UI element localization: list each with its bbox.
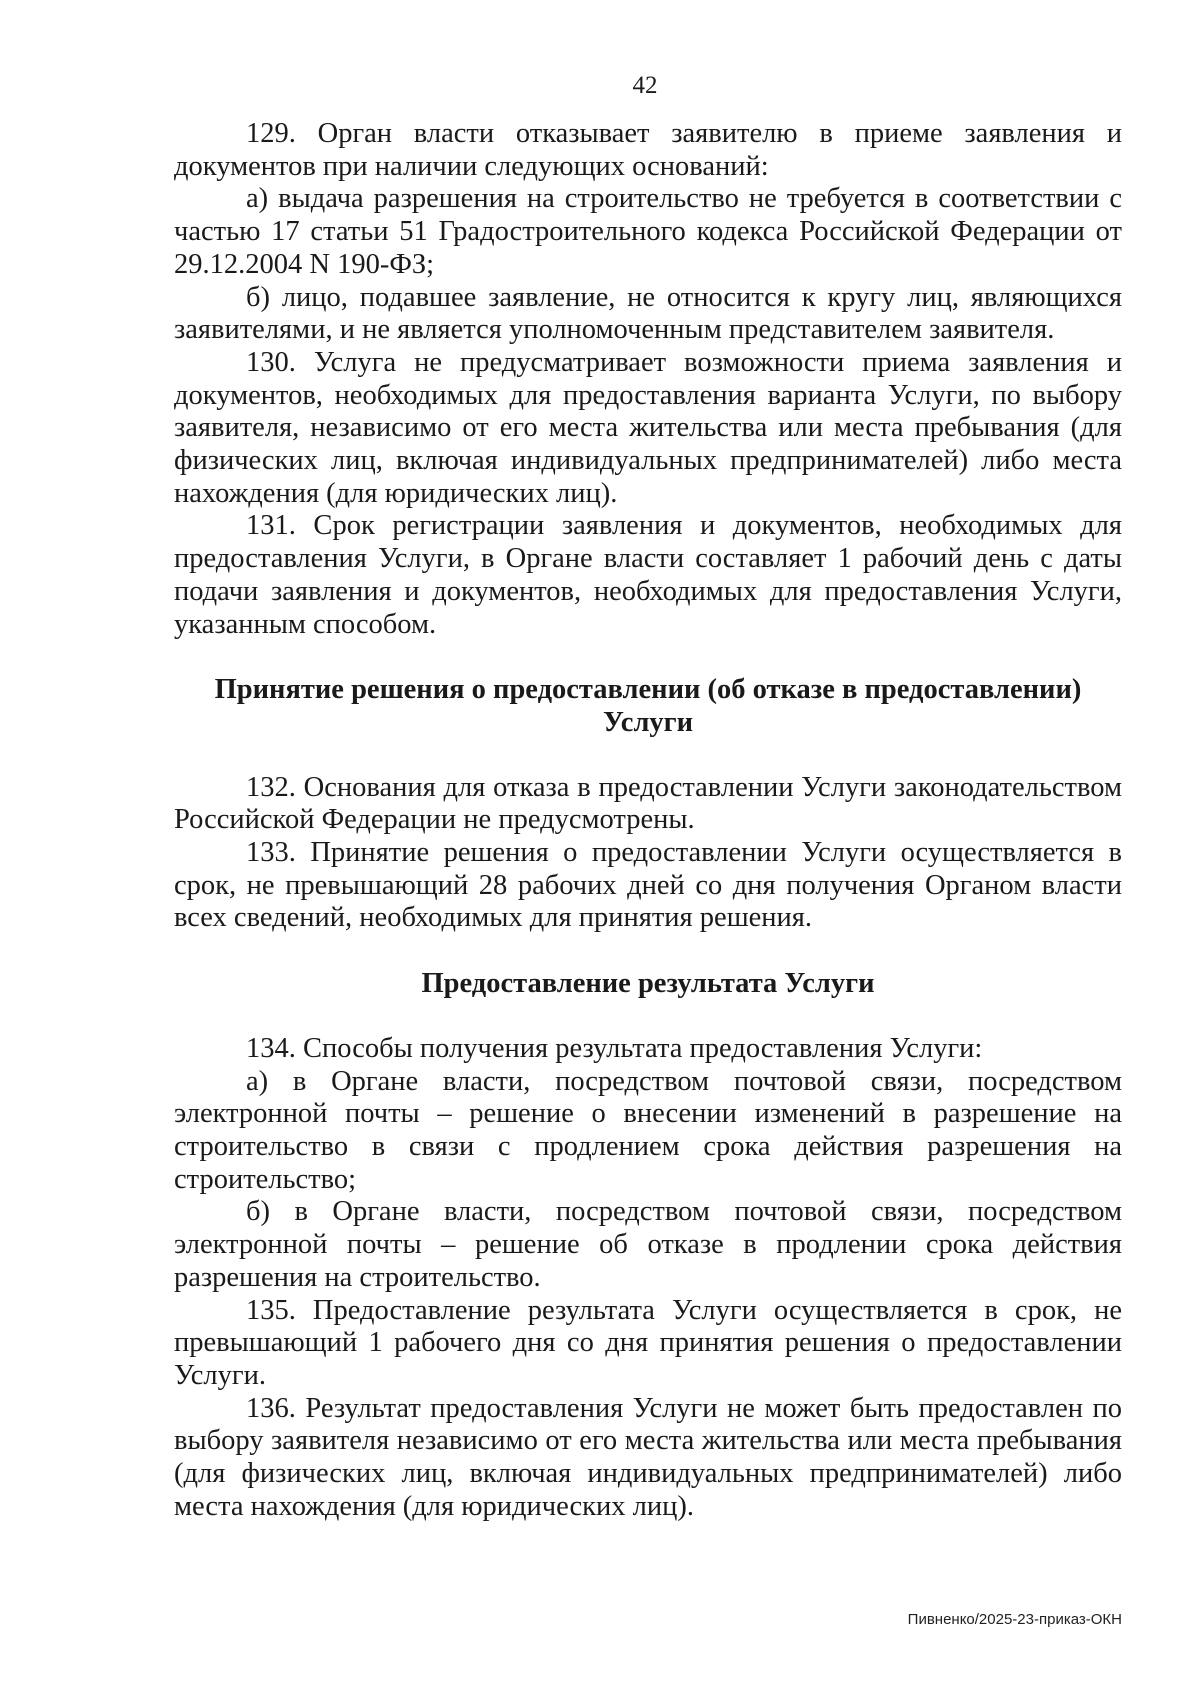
paragraph-134: 134. Способы получения результата предоставления Услуги: [246,1032,983,1064]
paragraph-130: 130. Услуга не предусматривает возможности приема заявления и документов, необходимых для предоставления варианта Услуги, по выбору заявителя, независимо от его места жительства или места пребывания (для физических лиц, включая индивидуальных предпринимателей) либо места нахождения (для юридических лиц). [174,346,1122,509]
paragraph-132: 132. Основания для отказа в предоставлении Услуги законодательством Российской Федерации не предусмотрены. [174,771,1122,836]
paragraph-133: 133. Принятие решения о предоставлении Услуги осуществляется в срок, не превышающий 28 рабочих дней со дня получения Органом власти всех сведений, необходимых для принятия решения. [174,837,1122,934]
section-result [174,968,1122,1523]
document-body [174,118,1122,1523]
section-decision [174,674,1122,935]
section-heading-result: Предоставление результата Услуги [421,968,875,1000]
paragraph-136: 136. Результат предоставления Услуги не может быть предоставлен по выбору заявителя независимо от его места жительства или места пребывания (для физических лиц, включая индивидуальных предпринимателей) либо места нахождения (для юридических лиц). [174,1392,1122,1522]
paragraph-135: 135. Предоставление результата Услуги осуществляется в срок, не превышающий 1 рабочего дня со дня принятия решения о предоставлении Услуги. [174,1294,1122,1391]
paragraph-131: 131. Срок регистрации заявления и документов, необходимых для предоставления Услуги, в Органе власти составляет 1 рабочий день с даты подачи заявления и документов, необходимых для предоставления Услуги, указанным способом. [174,510,1122,640]
paragraph-129-b: б) лицо, подавшее заявление, не относится к кругу лиц, являющихся заявителями, и не является уполномоченным представителем заявителя. [174,281,1122,346]
page-number: 42 [632,72,658,99]
footer-document-code: Пивненко/2025-23-приказ-ОКН [907,1611,1122,1628]
paragraph-134-a: а) в Органе власти, посредством почтовой связи, посредством электронной почты – решение о внесении изменений в разрешение на строительство в связи с продлением срока действия разрешения на строительство; [174,1065,1122,1195]
section-intro [174,118,1122,641]
paragraph-134-b: б) в Органе власти, посредством почтовой связи, посредством электронной почты – решение об отказе в продлении срока действия разрешения на строительство. [174,1196,1122,1293]
paragraph-129: 129. Орган власти отказывает заявителю в приеме заявления и документов при наличии следующих оснований: [174,118,1122,182]
section-heading-decision: Принятие решения о предоставлении (об отказе в предоставлении) Услуги [214,674,1082,738]
paragraph-129-a: а) выдача разрешения на строительство не требуется в соответствии с частью 17 статьи 51 Градостроительного кодекса Российской Федерации от 29.12.2004 N 190-ФЗ; [174,183,1122,280]
